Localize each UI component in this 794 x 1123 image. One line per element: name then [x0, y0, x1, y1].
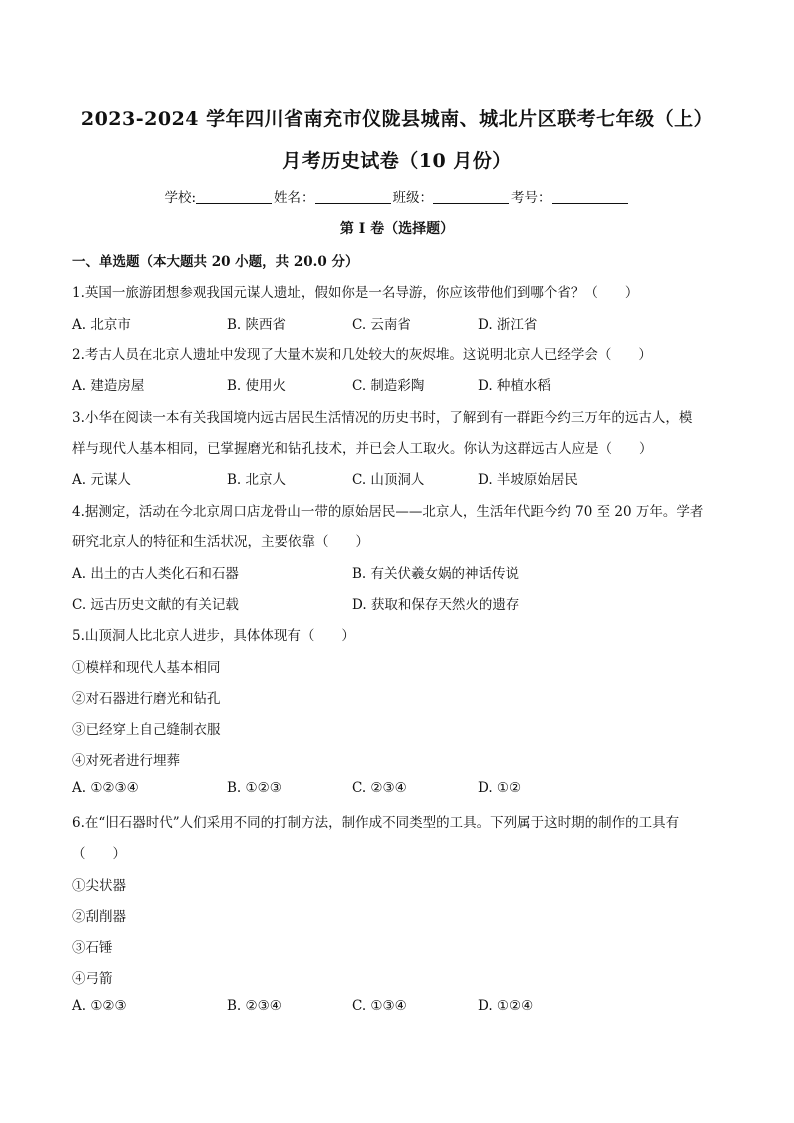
q4-option-c: C. 远古历史文献的有关记载: [72, 597, 239, 613]
exam-title-line2: 月考历史试卷（10 月份）: [282, 150, 512, 172]
q3-option-b: B. 北京人: [227, 472, 287, 488]
q6-option-b: B. ②③④: [227, 998, 282, 1014]
q6-option-a: A. ①②③: [72, 998, 127, 1014]
q3-option-a: A. 元谋人: [72, 472, 131, 488]
q4-option-b: B. 有关伏羲女娲的神话传说: [352, 566, 520, 582]
name-blank: [315, 189, 391, 204]
q6-item-1: ①尖状器: [72, 878, 126, 894]
part-heading: 一、单选题（本大题共 20 小题，共 20.0 分）: [72, 254, 359, 270]
q4-option-a: A. 出土的古人类化石和石器: [72, 566, 239, 582]
q5-option-c: C. ②③④: [352, 780, 407, 796]
q5-item-2: ②对石器进行磨光和钻孔: [72, 691, 221, 707]
section-heading: 第 I 卷（选择题）: [339, 221, 455, 237]
q2-option-b: B. 使用火: [227, 378, 287, 394]
q6-stem-line2: （ ）: [72, 846, 126, 862]
q6-item-4: ④弓箭: [72, 971, 113, 987]
q5-option-d: D. ①②: [478, 780, 522, 796]
q5-option-a: A. ①②③④: [72, 780, 139, 796]
q5-item-3: ③已经穿上自己缝制衣服: [72, 722, 221, 738]
q4-option-d: D. 获取和保存天然火的遗存: [352, 597, 520, 613]
student-info-row: [0, 186, 794, 206]
q4-stem-line1: 4.据测定，活动在今北京周口店龙骨山一带的原始居民——北京人，生活年代距今约 70 至 20 万年。学者: [72, 504, 704, 520]
q3-stem-line1: 3.小华在阅读一本有关我国境内远古居民生活情况的历史书时，了解到有一群距今约三万年的远古人，模: [72, 410, 693, 426]
number-label: 考号：: [511, 190, 552, 206]
q4-stem-line2: 研究北京人的特征和生活状况，主要依靠（ ）: [72, 534, 369, 550]
q2-option-d: D. 种植水稻: [478, 378, 551, 394]
class-blank: [433, 189, 509, 204]
q3-option-d: D. 半坡原始居民: [478, 472, 578, 488]
q3-stem-line2: 样与现代人基本相同，已掌握磨光和钻孔技术，并已会人工取火。你认为这群远古人应是（ ）: [72, 441, 653, 457]
q2-option-a: A. 建造房屋: [72, 378, 145, 394]
q6-item-3: ③石锤: [72, 940, 113, 956]
q1-option-c: C. 云南省: [352, 317, 411, 333]
q5-stem: 5.山顶洞人比北京人进步，具体体现有（ ）: [72, 628, 355, 644]
q5-item-1: ①模样和现代人基本相同: [72, 660, 221, 676]
class-label: 班级：: [392, 190, 434, 206]
q3-option-c: C. 山顶洞人: [352, 472, 425, 488]
name-label: 姓名：: [274, 190, 315, 206]
q1-stem: 1.英国一旅游团想参观我国元谋人遗址，假如你是一名导游，你应该带他们到哪个省？（ ）: [72, 285, 639, 301]
q6-option-c: C. ①③④: [352, 998, 407, 1014]
q2-stem: 2.考古人员在北京人遗址中发现了大量木炭和几处较大的灰烬堆。这说明北京人已经学会（ ）: [72, 347, 652, 363]
q5-option-b: B. ①②③: [227, 780, 282, 796]
q6-stem-line1: 6.在“旧石器时代”人们采用不同的打制方法，制作成不同类型的工具。下列属于这时期的制作的工具有: [72, 815, 680, 831]
school-label: 学校:: [164, 190, 197, 206]
exam-title-line1: 2023-2024 学年四川省南充市仪陇县城南、城北片区联考七年级（上）: [80, 108, 714, 130]
q6-option-d: D. ①②④: [478, 998, 534, 1014]
school-blank: [196, 189, 272, 204]
q1-option-d: D. 浙江省: [478, 317, 538, 333]
q5-item-4: ④对死者进行埋葬: [72, 753, 180, 769]
q6-item-2: ②刮削器: [72, 909, 126, 925]
number-blank: [552, 189, 628, 204]
q1-option-a: A. 北京市: [72, 317, 131, 333]
q1-option-b: B. 陕西省: [227, 317, 287, 333]
q2-option-c: C. 制造彩陶: [352, 378, 425, 394]
